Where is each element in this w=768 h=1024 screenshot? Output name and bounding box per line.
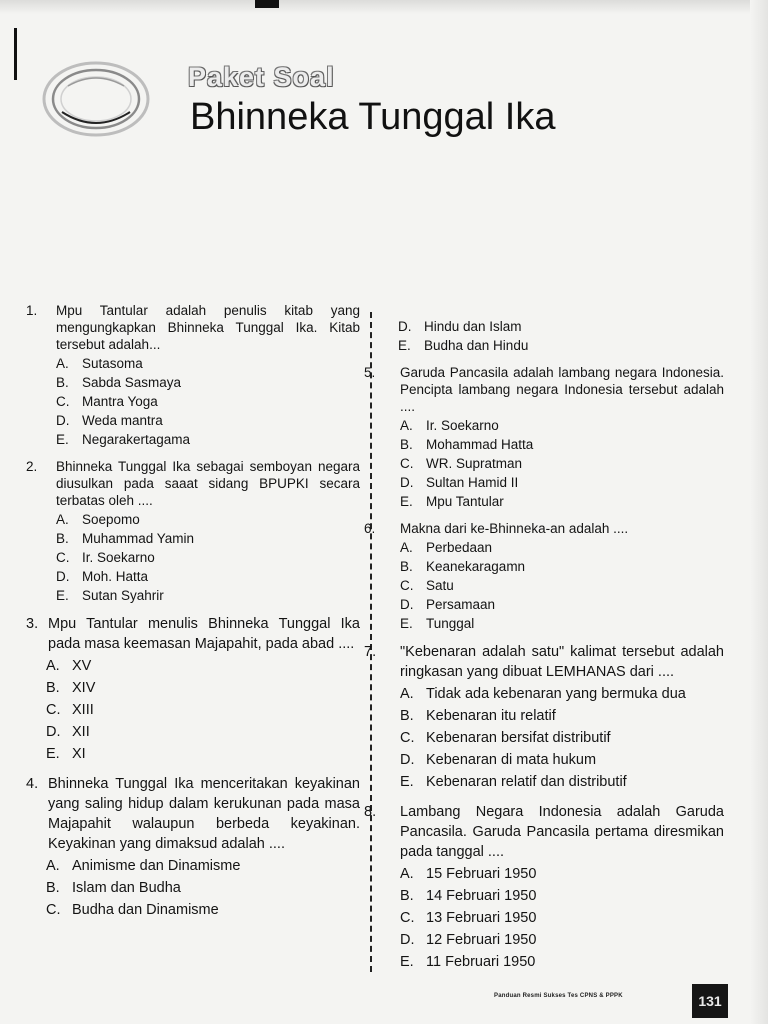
question-5 (364, 364, 724, 510)
option-text: Tunggal (426, 616, 475, 631)
question-text: "Kebenaran adalah satu" kalimat tersebut adalah ringkasan yang dibuat LEMHANAS dari .... (400, 644, 724, 680)
option-7d (364, 750, 724, 770)
question-4 (26, 774, 360, 920)
option-text: Kebenaran relatif dan distributif (426, 774, 627, 790)
option-2c (26, 549, 360, 566)
option-text: 12 Februari 1950 (426, 932, 537, 948)
option-text: Sabda Sasmaya (82, 375, 182, 390)
option-letter: C. (400, 456, 414, 471)
question-7 (364, 642, 724, 792)
option-letter: C. (46, 902, 61, 918)
question-text: Bhinneka Tunggal Ika menceritakan keyakinan yang saling hidup dalam kerukunan pada masa Majapahit walaupun berbeda keyakinan. Keyakinan yang dimaksud adalah .... (48, 776, 360, 852)
option-letter: A. (400, 540, 413, 555)
option-text: Mpu Tantular (426, 494, 504, 509)
option-text: XI (72, 746, 86, 762)
option-4b (26, 878, 360, 898)
option-letter: D. (46, 724, 61, 740)
option-1a (26, 355, 360, 372)
question-4-continued (364, 318, 724, 354)
option-text: Persamaan (426, 597, 496, 612)
question-number: 8. (364, 804, 377, 820)
option-3b (26, 678, 360, 698)
option-text: Weda mantra (82, 413, 163, 428)
option-text: 15 Februari 1950 (426, 866, 537, 882)
option-letter: D. (400, 932, 415, 948)
option-1b (26, 374, 360, 391)
question-number: 4. (26, 776, 39, 792)
option-letter: A. (56, 512, 69, 527)
option-letter: E. (400, 616, 413, 631)
option-8d (364, 930, 724, 950)
option-text: Mantra Yoga (82, 394, 158, 409)
option-letter: B. (56, 375, 69, 390)
option-2d (26, 568, 360, 585)
option-letter: C. (400, 578, 414, 593)
option-text: XIII (72, 702, 94, 718)
option-text: Sutan Syahrir (82, 588, 164, 603)
option-letter: E. (400, 774, 414, 790)
option-text: Mohammad Hatta (426, 437, 534, 452)
option-letter: A. (56, 356, 69, 371)
option-letter: B. (400, 559, 413, 574)
option-7a (364, 684, 724, 704)
option-text: Muhammad Yamin (82, 531, 195, 546)
right-column (364, 316, 724, 982)
question-2 (26, 458, 360, 604)
page-number: 131 (692, 984, 728, 1018)
option-text: Perbedaan (426, 540, 493, 555)
option-letter: E. (56, 588, 69, 603)
option-letter: E. (398, 338, 411, 353)
circular-seal-icon (40, 60, 152, 138)
option-letter: C. (56, 394, 70, 409)
question-6 (364, 520, 724, 632)
option-3c (26, 700, 360, 720)
question-number: 1. (26, 303, 38, 318)
option-text: Soepomo (82, 512, 140, 527)
option-text: 13 Februari 1950 (426, 910, 537, 926)
option-text: 11 Februari 1950 (426, 954, 536, 970)
option-6e (364, 615, 724, 632)
scan-mark (255, 0, 279, 8)
option-1c (26, 393, 360, 410)
option-6b (364, 558, 724, 575)
question-3 (26, 614, 360, 764)
option-text: XII (72, 724, 90, 740)
option-text: Ir. Soekarno (426, 418, 499, 433)
option-8e (364, 952, 724, 972)
option-8c (364, 908, 724, 928)
option-letter: A. (400, 418, 413, 433)
option-letter: D. (400, 752, 415, 768)
question-number: 3. (26, 616, 39, 632)
option-text: Budha dan Hindu (424, 338, 529, 353)
option-6d (364, 596, 724, 613)
option-letter: B. (400, 888, 414, 904)
option-3d (26, 722, 360, 742)
option-letter: E. (46, 746, 60, 762)
option-5c (364, 455, 724, 472)
option-letter: D. (400, 475, 414, 490)
question-text: Mpu Tantular menulis Bhinneka Tunggal Ika pada masa keemasan Majapahit, pada abad .... (48, 616, 360, 652)
option-5e (364, 493, 724, 510)
option-text: Kebenaran bersifat distributif (426, 730, 611, 746)
question-text: Mpu Tantular adalah penulis kitab yang mengungkapkan Bhinneka Tunggal Ika. Kitab tersebut adalah... (56, 303, 360, 352)
option-2a (26, 511, 360, 528)
option-6a (364, 539, 724, 556)
option-letter: E. (400, 954, 414, 970)
question-text: Bhinneka Tunggal Ika sebagai semboyan negara diusulkan pada saaat sidang BPUPKI secara terbatas oleh .... (56, 459, 360, 508)
option-text: Islam dan Budha (72, 880, 181, 896)
option-2b (26, 530, 360, 547)
question-number: 7. (364, 644, 377, 660)
option-4c (26, 900, 360, 920)
question-8 (364, 802, 724, 972)
option-7b (364, 706, 724, 726)
option-letter: C. (46, 702, 61, 718)
question-text: Makna dari ke-Bhinneka-an adalah .... (400, 521, 629, 536)
page-top-edge (0, 0, 768, 14)
option-1e (26, 431, 360, 448)
option-text: Keanekaragamn (426, 559, 526, 574)
option-letter: B. (400, 437, 413, 452)
option-text: Kebenaran itu relatif (426, 708, 556, 724)
option-letter: C. (400, 910, 415, 926)
option-text: Tidak ada kebenaran yang bermuka dua (426, 686, 686, 702)
option-letter: D. (56, 569, 70, 584)
option-4e (364, 337, 724, 354)
option-letter: C. (400, 730, 415, 746)
option-8b (364, 886, 724, 906)
option-letter: C. (56, 550, 70, 565)
option-letter: B. (56, 531, 69, 546)
option-text: Satu (426, 578, 454, 593)
option-4d (364, 318, 724, 335)
option-text: Sutasoma (82, 356, 143, 371)
question-number: 5. (364, 365, 376, 380)
option-8a (364, 864, 724, 884)
option-letter: D. (398, 319, 412, 334)
option-text: Negarakertagama (82, 432, 191, 447)
option-letter: A. (46, 658, 60, 674)
option-1d (26, 412, 360, 429)
option-3a (26, 656, 360, 676)
option-letter: A. (400, 866, 414, 882)
option-text: Animisme dan Dinamisme (72, 858, 241, 874)
book-series-label: Paket Soal (188, 62, 335, 92)
option-text: Ir. Soekarno (82, 550, 155, 565)
option-5d (364, 474, 724, 491)
option-5b (364, 436, 724, 453)
option-letter: B. (46, 680, 60, 696)
option-5a (364, 417, 724, 434)
question-number: 6. (364, 521, 376, 536)
page-right-edge (750, 0, 768, 1024)
footer-text: Panduan Resmi Sukses Tes CPNS & PPPK (494, 993, 623, 999)
option-text: Kebenaran di mata hukum (426, 752, 597, 768)
option-text: WR. Supratman (426, 456, 523, 471)
option-letter: E. (400, 494, 413, 509)
option-text: Hindu dan Islam (424, 319, 522, 334)
option-letter: E. (56, 432, 69, 447)
left-column (26, 302, 360, 930)
question-text: Lambang Negara Indonesia adalah Garuda Pancasila. Garuda Pancasila pertama diresmikan pada tanggal .... (400, 804, 724, 860)
option-letter: D. (400, 597, 414, 612)
margin-rule (14, 28, 17, 80)
option-letter: B. (400, 708, 414, 724)
page-title: Bhinneka Tunggal Ika (190, 96, 556, 138)
option-text: 14 Februari 1950 (426, 888, 537, 904)
question-text: Garuda Pancasila adalah lambang negara Indonesia. Pencipta lambang negara Indonesia tersebut adalah .... (400, 365, 724, 414)
question-1 (26, 302, 360, 448)
option-letter: A. (400, 686, 414, 702)
option-7c (364, 728, 724, 748)
option-letter: B. (46, 880, 60, 896)
option-text: Moh. Hatta (82, 569, 149, 584)
option-text: XIV (72, 680, 96, 696)
option-letter: A. (46, 858, 60, 874)
option-text: XV (72, 658, 92, 674)
option-2e (26, 587, 360, 604)
option-6c (364, 577, 724, 594)
option-text: Sultan Hamid II (426, 475, 519, 490)
question-number: 2. (26, 459, 38, 474)
option-4a (26, 856, 360, 876)
option-text: Budha dan Dinamisme (72, 902, 219, 918)
option-3e (26, 744, 360, 764)
option-7e (364, 772, 724, 792)
option-letter: D. (56, 413, 70, 428)
